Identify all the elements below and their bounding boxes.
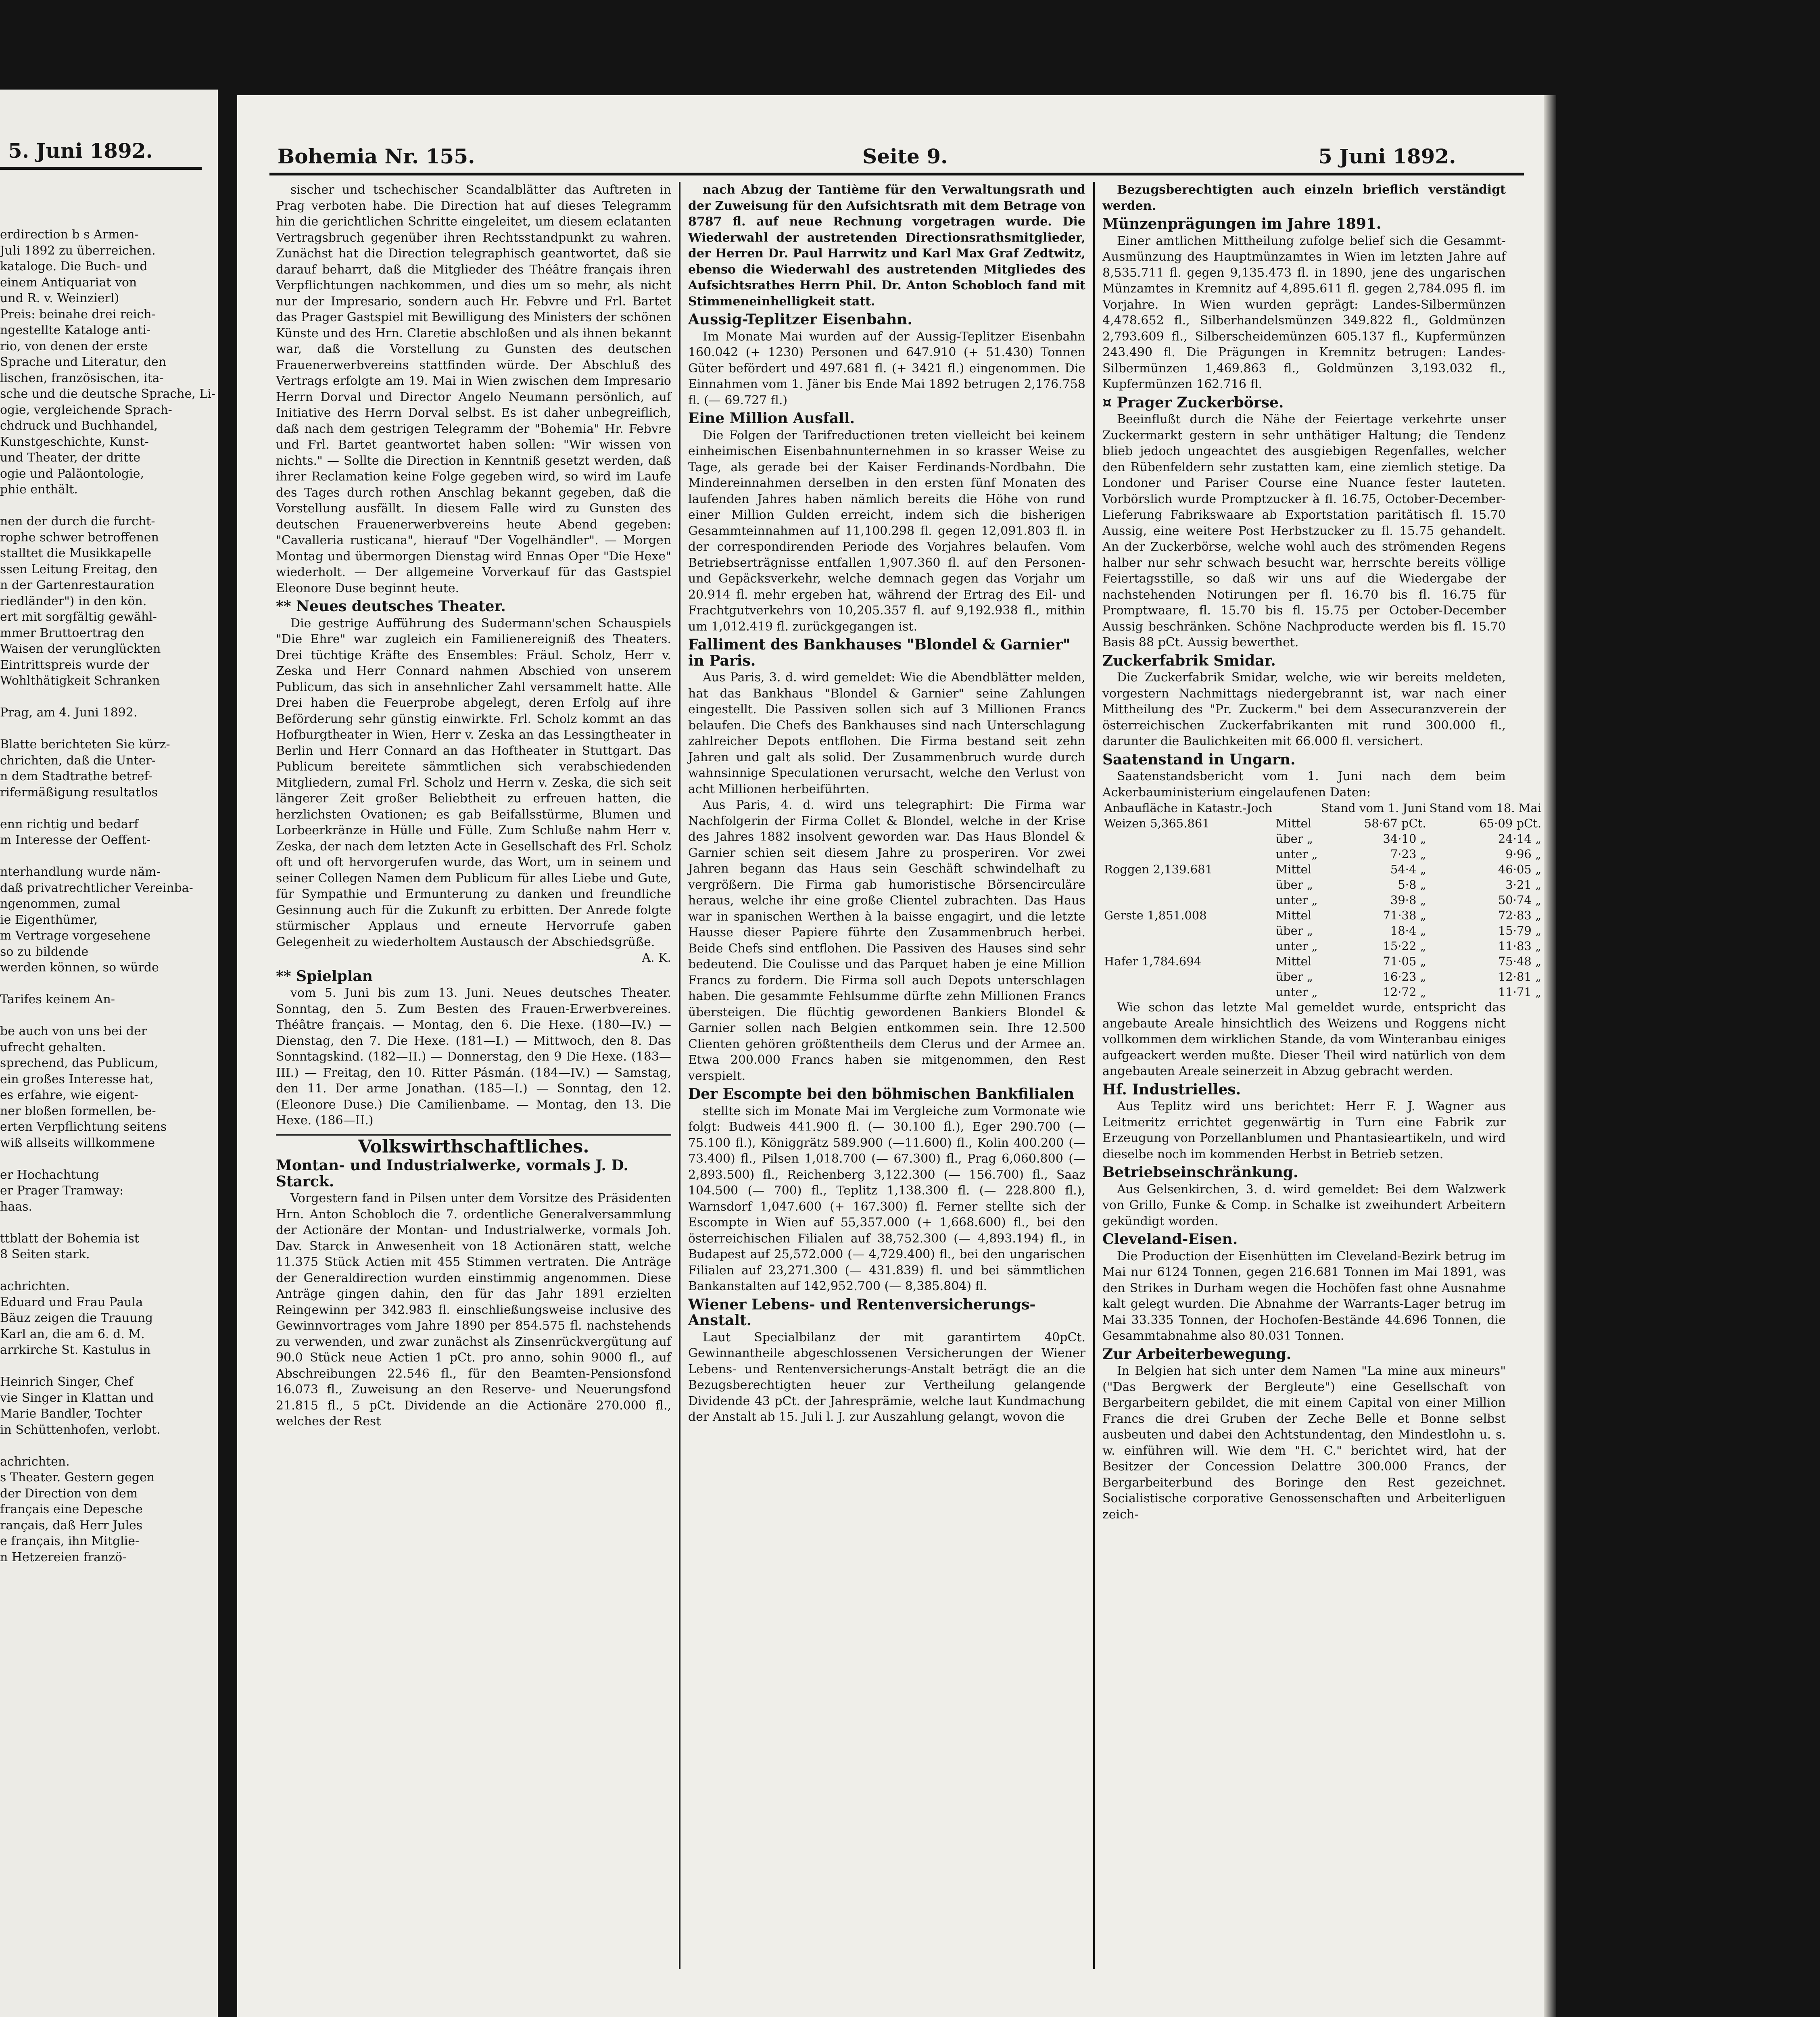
article-heading: Hf. Industrielles. xyxy=(1102,1081,1241,1098)
table-row xyxy=(1102,969,1543,984)
table-cell: 65·09 pCt. xyxy=(1479,816,1542,830)
header-rule xyxy=(269,173,1524,175)
article-heading: Eine Million Ausfall. xyxy=(688,410,855,427)
text-line: er Hochachtung xyxy=(0,1167,99,1182)
text-line: rio, von denen der erste xyxy=(0,339,148,353)
article-paragraph: Die Folgen der Tarifreductionen treten vielleicht bei keinem einheimischen Eisenbahnunternehmen in so krasser Weise zu Tage, als gerade bei der Kaiser Ferdinands-Nordbahn. Die Mindereinnahmen derselben in den ersten fünf Monaten des laufenden Jahres haben nämlich bereits die Höhe von rund einer Million Gulden erreicht, indem sich die bisherigen Gesammteinnahmen auf 11,100.298 fl. gegen 12,091.803 fl. in der correspondirenden Periode des Vorjahres belaufen. Vom Betriebserträgnisse entfallen 1,907.360 fl. auf den Personen- und Gepäcksverkehr, welche demnach gegen das Vorjahr um 20.914 fl. mehr ergeben hat, während der Ertrag des Eil- und Frachtgutverkehrs von 10,205.357 fl. auf 9,192.938 fl., mithin um 1,012.419 fl. zurückgegangen ist. xyxy=(688,428,1085,634)
article-heading: Wiener Lebens- und Rentenversicherungs-Anstalt. xyxy=(688,1296,1036,1329)
text-line: stalltet die Musikkapelle xyxy=(0,546,152,560)
text-line: Karl an, die am 6. d. M. xyxy=(0,1327,145,1341)
page-edge-shadow xyxy=(1544,95,1556,2017)
text-line: daß privatrechtlicher Vereinba- xyxy=(0,881,193,895)
text-line: Eduard und Frau Paula xyxy=(0,1295,143,1309)
text-line: phie enthält. xyxy=(0,482,78,497)
table-row xyxy=(1102,908,1543,923)
text-line: arrkirche St. Kastulus in xyxy=(0,1343,151,1357)
text-line xyxy=(0,689,198,705)
crop-status-table xyxy=(1102,800,1543,1000)
section-title: Volkswirthschaftliches. xyxy=(276,1134,671,1155)
text-line: ert mit sorgfältig gewähl- xyxy=(0,610,157,624)
text-line: rifermäßigung resultatlos xyxy=(0,785,158,800)
article-paragraph: Die Production der Eisenhütten im Cleveland-Bezirk betrug im Mai nur 6124 Tonnen, gegen 216.681 Tonnen im Mai 1891, was den Strikes in Durham wegen die Hochöfen fast ohne Ausnahme kalt gelegt wurden. Die Abnahme der Warrants-Lager betrug im Mai 33.335 Tonnen, der Hochofen-Bestände 44.696 Tonnen, die Gesammtabnahme also 80.031 Tonnen. xyxy=(1102,1249,1506,1343)
table-cell: unter „ xyxy=(1275,893,1318,907)
text-line: ngestellte Kataloge anti- xyxy=(0,323,151,337)
table-cell: über „ xyxy=(1275,878,1313,892)
article-paragraph: Beeinflußt durch die Nähe der Feiertage verkehrte unser Zuckermarkt gestern in sehr unthätiger Haltung; die Tendenz blieb jedoch ungeachtet des ausgiebigen Regenfalles, welcher den Rübenfeldern sehr zustatten kam, eine ziemlich stetige. Da Londoner und Pariser Course eine Nuance fester lauteten. Vorbörslich wurde Promptzucker à fl. 16.75, October-December-Lieferung Fabrikswaare ab Exportstation paritätisch fl. 15.70 Aussig, eine weitere Post Herbstzucker zu fl. 15.75 gehandelt. An der Zuckerbörse, welche wohl auch des strömenden Regens halber nur sehr schwach besucht war, herrschte bereits völlige Feiertagsstille, so daß wir uns auf die Wiedergabe der nachstehenden Notirungen per fl. 16.70 bis fl. 16.75 für Promptwaare, fl. 15.70 bis fl. 15.75 per October-December Aussig beschränken. Schöne Nachproducte werden bis fl. 15.70 Basis 88 pCt. Aussig bewerthet. xyxy=(1102,412,1506,649)
article-paragraph: Die gestrige Aufführung des Sudermann'schen Schauspiels "Die Ehre" war zugleich ein Familienereigniß des Theaters. Drei tüchtige Kräfte des Ensembles: Fräul. Scholz, Herr v. Zeska und Herr Connard nahmen Abschied von unserem Publicum, das sich in ansehnlicher Zahl versammelt hatte. Alle Drei haben die Feuerprobe abgelegt, deren Erfolg auf ihre Beförderung sehr günstig einwirkte. Frl. Scholz kommt an das Hofburgtheater in Wien, Herr v. Zeska an das Lessingtheater in Berlin und Herr Connard an das Hoftheater in Stuttgart. Das Publicum bereitete sämmtlichen sich verabschiedenden Mitgliedern, zumal Frl. Scholz und Herrn v. Zeska, die sich seit längerer Zeit großer Beliebtheit zu erfreuen hatten, die herzlichsten Ovationen; es gab Beifallsstürme, Blumen und Lorbeerkränze in Hülle und Fülle. Zum Schluße nahm Herr v. Zeska, der nach dem letzten Acte in Gesellschaft des Frl. Scholz oft und oft hervorgerufen wurde, das Wort, um in seinem und seiner Collegen Namen dem Publicum für alles Liebe und Gute, für Sympathie und Ermunterung zu danken und freundliche Gesinnung auch für die Zukunft zu erbitten. Der Anrede folgte stürmischer Applaus und erneute Hervorrufe gaben Gelegenheit zu wiederholtem Austausch der Abschiedsgrüße. xyxy=(276,616,671,949)
table-cell: Mittel xyxy=(1275,908,1312,922)
table-cell: 15·22 „ xyxy=(1383,939,1426,953)
table-cell: 58·67 pCt. xyxy=(1364,816,1426,830)
text-line: Waisen der verunglückten xyxy=(0,642,161,656)
table-row xyxy=(1102,877,1543,892)
article-heading: Betriebseinschränkung. xyxy=(1102,1164,1298,1181)
article-heading: ** Spielplan xyxy=(276,967,373,985)
table-cell xyxy=(1102,877,1274,892)
table-cell: 34·10 „ xyxy=(1383,832,1426,846)
text-line: 8 Seiten stark. xyxy=(0,1247,90,1261)
table-cell: 71·05 „ xyxy=(1383,954,1426,968)
text-line: achrichten. xyxy=(0,1279,70,1293)
column-3 xyxy=(1102,182,1542,1969)
author-signature: A. K. xyxy=(642,951,671,965)
text-line: wiß allseits willkommene xyxy=(0,1136,155,1150)
column-1 xyxy=(276,182,671,1969)
article-paragraph: nach Abzug der Tantième für den Verwaltungsrath und der Zuweisung für den Aufsichtsrath mit dem Betrage von 8787 fl. auf neue Rechnung vorgetragen wurde. Die Wiederwahl der austretenden Directionsrathsmitglieder, der Herren Dr. Paul Harrwitz und Karl Max Graf Zedtwitz, ebenso die Wiederwahl des austretenden Mitgliedes des Aufsichtsrathes Herrn Phil. Dr. Anton Schobloch fand mit Stimmeneinhelligkeit statt. xyxy=(688,183,1085,309)
article-paragraph: Aus Gelsenkirchen, 3. d. wird gemeldet: Bei dem Walzwerk von Grillo, Funke & Comp. in Schalke ist zweihundert Arbeitern gekündigt worden. xyxy=(1102,1182,1506,1228)
article-heading: ¤ Prager Zuckerbörse. xyxy=(1102,394,1284,411)
text-line: Heinrich Singer, Chef xyxy=(0,1375,134,1389)
left-page-date: 5. Juni 1892. xyxy=(8,139,153,163)
article-paragraph: Laut Specialbilanz der mit garantirtem 40pCt. Gewinnantheile abgeschlossenen Versicherungen der Wiener Lebens- und Rentenversicherungs-Anstalt beträgt die an die Bezugsberechtigten heuer zur Vertheilung gelangende Dividende 43 pCt. der Jahresprämie, welche laut Kundmachung der Anstalt ab 15. Juli l. J. zur Auszahlung gelangt, wovon die xyxy=(688,1330,1085,1424)
text-line: erdirection b s Armen- xyxy=(0,228,139,242)
text-line: Prag, am 4. Juni 1892. xyxy=(0,706,138,720)
text-line: rophe schwer betroffenen xyxy=(0,530,159,545)
left-header-rule xyxy=(0,167,202,170)
article-heading: Aussig-Teplitzer Eisenbahn. xyxy=(688,311,912,328)
text-line xyxy=(0,721,198,737)
table-cell: über „ xyxy=(1275,970,1313,983)
table-cell: 24·14 „ xyxy=(1498,832,1542,846)
text-line: riedländer") in den kön. xyxy=(0,594,147,608)
text-line: be auch von uns bei der xyxy=(0,1024,147,1038)
table-row xyxy=(1102,862,1543,877)
newspaper-page xyxy=(237,95,1544,2017)
left-page-fragment xyxy=(0,90,218,2017)
text-line: n Hetzereien franzö- xyxy=(0,1550,127,1564)
table-cell xyxy=(1102,892,1274,908)
text-line: chdruck und Buchhandel, xyxy=(0,419,158,433)
table-cell: 39·8 „ xyxy=(1390,893,1426,907)
article-heading: Montan- und Industrialwerke, vormals J. D. Starck. xyxy=(276,1157,628,1190)
text-line: und Theater, der dritte xyxy=(0,451,141,465)
text-line: ngenommen, zumal xyxy=(0,897,120,911)
article-heading: Zur Arbeiterbewegung. xyxy=(1102,1345,1292,1363)
table-cell xyxy=(1102,923,1274,938)
table-cell: 12·72 „ xyxy=(1383,985,1426,999)
table-cell: 50·74 „ xyxy=(1498,893,1542,907)
text-line: Tarifes keinem An- xyxy=(0,992,115,1006)
text-line: e français, ihn Mitglie- xyxy=(0,1534,140,1548)
article-paragraph: Wie schon das letzte Mal gemeldet wurde, entspricht das angebaute Areale hinsichtlich des Weizens und Roggens nicht vollkommen dem wirklichen Stande, da vom Winteranbau einiges aufgeackert werden mußte. Dieser Theil wird natürlich von dem angebauten Areale seinerzeit in Abzug gebracht werden. xyxy=(1102,1000,1506,1078)
text-line: Blatte berichteten Sie kürz- xyxy=(0,737,170,752)
paper-issue: Bohemia Nr. 155. xyxy=(278,144,475,168)
text-line: Sprache und Literatur, den xyxy=(0,355,167,369)
text-line: er Prager Tramway: xyxy=(0,1184,124,1198)
table-cell: 7·23 „ xyxy=(1390,847,1426,861)
text-line xyxy=(0,800,198,816)
table-header xyxy=(1274,800,1319,816)
table-cell: über „ xyxy=(1275,924,1313,938)
article-heading: Der Escompte bei den böhmischen Bankfilialen xyxy=(688,1086,1075,1102)
table-cell: 18·4 „ xyxy=(1390,924,1426,938)
article-heading: Falliment des Bankhauses "Blondel & Garnier" in Paris. xyxy=(688,636,1071,669)
table-row xyxy=(1102,892,1543,908)
article-heading: Saatenstand in Ungarn. xyxy=(1102,751,1296,768)
table-cell: Gerste 1,851.008 xyxy=(1104,908,1207,922)
text-line: ufrecht gehalten. xyxy=(0,1040,106,1054)
article-paragraph: Einer amtlichen Mittheilung zufolge belief sich die Gesammt-Ausmünzung des Hauptmünzamtes in Wien im letzten Jahre auf 8,535.711 fl. gegen 9,135.473 fl. in 1890, jene des ungarischen Münzamtes in Kremnitz auf 4,895.611 fl. gegen 2,784.095 fl. im Vorjahre. In Wien wurden geprägt: Landes-Silbermünzen 4,478.652 fl., Silberhandelsmünzen 349.822 fl., Goldmünzen 2,793.609 fl., Silberscheidemünzen 605.137 fl., Kupfermünzen 243.490 fl. Die Prägungen in Kremnitz betrugen: Landes-Silbermünzen 1,469.863 fl., Goldmünzen 3,193.032 fl., Kupfermünzen 162.716 fl. xyxy=(1102,234,1506,391)
text-line xyxy=(0,1151,198,1167)
text-line: enn richtig und bedarf xyxy=(0,817,139,831)
article-paragraph: Aus Paris, 4. d. wird uns telegraphirt: Die Firma war Nachfolgerin der Firma Collet & Blondel, welche in der Krise des Jahres 1882 insolvent geworden war. Das Haus Blondel & Garnier schien seit diesem Jahre zu prosperiren. Vor zwei Jahren begann das Haus sein Geschäft schwindelhaft zu vergrößern. Die Firma gab humoristische Börsencirculäre heraus, welche ihr eine große Clientel zubrachten. Das Haus war in spanischen Werthen à la baisse engagirt, und die letzte Hausse dieser Papiere führte den Zusammenbruch herbei. Beide Chefs sind entflohen. Die Passiven des Hauses sind sehr bedeutend. Die Coulisse und das Parquet haben je eine Million Francs zu fordern. Die Firma soll auch Depots unterschlagen haben. Die gesammte Fehlsumme dürfte zehn Millionen Francs übersteigen. Die flüchtig gewordenen Bankiers Blondel & Garnier sollen nach Belgien entkommen sein. Ihre 12.500 Clienten gehören größtentheils dem Clerus und der Armee an. Etwa 200.000 Francs haben sie mitgenommen, den Rest verspielt. xyxy=(688,798,1085,1083)
article-paragraph: Aus Teplitz wird uns berichtet: Herr F. J. Wagner aus Leitmeritz errichtet gegenwärtig in Turn eine Fabrik zur Erzeugung von Porzellanblumen und Phantasieartikeln, und wird dieselbe noch im kommenden Herbst in Betrieb setzen. xyxy=(1102,1099,1506,1161)
table-row xyxy=(1102,954,1543,969)
text-line: chrichten, daß die Unter- xyxy=(0,753,156,768)
text-line xyxy=(0,1358,198,1374)
text-line: m Interesse der Oeffent- xyxy=(0,833,150,847)
text-line: ttblatt der Bohemia ist xyxy=(0,1231,139,1246)
table-cell xyxy=(1102,938,1274,954)
article-paragraph: sischer und tschechischer Scandalblätter das Auftreten in Prag verboten habe. Die Direction hat auf dieses Telegramm hin die gerichtlichen Schritte eingeleitet, um diesem eclatanten Vertragsbruch gegenüber ihren Rechtsstandpunkt zu wahren. Zunächst hat die Direction telegraphisch geantwortet, daß sie darauf beharrt, daß die Mitglieder des Théâtre français ihren Verpflichtungen nachkommen, und dies um so mehr, als nicht nur der Impresario, sondern auch Hr. Febvre und Frl. Bartet das Prager Gastspiel mit Bewilligung des Ministers der schönen Künste und des Hrn. Claretie abschloßen und als ihnen bekannt war, daß die Vorstellung zu Gunsten des deutschen Frauenerwerbvereins stattfinden würde. Der Abschluß des Vertrags erfolgte am 19. Mai in Wien zwischen dem Impresario Herrn Dorval und Director Angelo Neumann persönlich, auf Initiative des Herrn Dorval selbst. Es ist daher unbegreiflich, daß nach dem gestrigen Telegramm der "Bohemia" Hr. Febvre und Frl. Bartet geantwortet haben sollen: "Wir wissen von nichts." — Sollte die Direction in Kenntniß gesetzt werden, daß ihrer Reclamation keine Folge gegeben wird, so wird im Laufe des Tages durch rothen Anschlag bekannt gegeben, daß die Vorstellung ausfällt. In diesem Falle wird zu Gunsten des deutschen Frauenerwerbvereins heute Abend gegeben: "Cavalleria rusticana", hierauf "Der Vogelhändler". — Morgen Montag und übermorgen Dienstag wird Ennas Oper "Die Hexe" wiederholt. — Der allgemeine Vorverkauf für das Gastspiel Eleonore Duse beginnt heute. xyxy=(276,183,671,595)
text-line: es erfahre, wie eigent- xyxy=(0,1088,138,1102)
article-paragraph: Im Monate Mai wurden auf der Aussig-Teplitzer Eisenbahn 160.042 (+ 1230) Personen und 647.910 (+ 51.430) Tonnen Güter befördert und 497.681 fl. (+ 3421 fl.) eingenommen. Die Einnahmen vom 1. Jäner bis Ende Mai 1892 betrugen 2,176.758 fl. (— 69.727 fl.) xyxy=(688,329,1085,407)
text-line: Eintrittspreis wurde der xyxy=(0,658,149,672)
text-line: mmer Bruttoertrag den xyxy=(0,626,144,640)
issue-date: 5 Juni 1892. xyxy=(1318,144,1456,168)
text-line: so zu bildende xyxy=(0,944,89,959)
table-cell: 12·81 „ xyxy=(1498,970,1542,983)
table-cell: 11·71 „ xyxy=(1498,985,1542,999)
text-line: n dem Stadtrathe betref- xyxy=(0,769,152,783)
text-line: kataloge. Die Buch- und xyxy=(0,259,148,274)
text-line: vie Singer in Klattan und xyxy=(0,1391,154,1405)
table-cell: unter „ xyxy=(1275,847,1318,861)
text-line xyxy=(0,976,198,992)
table-cell: unter „ xyxy=(1275,939,1318,953)
article-paragraph: Aus Paris, 3. d. wird gemeldet: Wie die Abendblätter melden, hat das Bankhaus "Blondel & Garnier" seine Zahlungen eingestellt. Die Passiven sollen sich auf 3 Millionen Francs belaufen. Die Chefs des Bankhauses sind nach Unterschlagung zahlreicher Depots entflohen. Die Firma bestand seit zehn Jahren und galt als solid. Der Zusammenbruch wurde durch wahnsinnige Speculationen verursacht, welche den Verlust von acht Millionen herbeiführten. xyxy=(688,670,1085,796)
table-cell: 75·48 „ xyxy=(1498,954,1542,968)
article-paragraph: vom 5. Juni bis zum 13. Juni. Neues deutsches Theater. Sonntag, den 5. Zum Besten des Frauen-Erwerbvereines. Théâtre français. — Montag, den 6. Die Hexe. (180—IV.) — Dienstag, den 7. Die Hexe. (181—I.) — Mittwoch, den 8. Das Sonntagskind. (182—II.) — Donnerstag, den 9 Die Hexe. (183—III.) — Freitag, den 10. Ritter Pásmán. (184—IV.) — Samstag, den 11. Der arme Jonathan. (185—I.) — Sonntag, den 12. (Eleonore Duse.) Die Camilienbame. — Montag, den 13. Die Hexe. (186—II.) xyxy=(276,986,671,1128)
table-cell: 71·38 „ xyxy=(1383,908,1426,922)
text-line xyxy=(0,848,198,864)
article-paragraph: Die Zuckerfabrik Smidar, welche, wie wir bereits meldeten, vorgestern Nachmittags niedergebrannt ist, war nach einer Mittheilung des "Pr. Zuckerm." bei dem Assecuranzverein der österreichischen Zuckerfabrikanten mit rund 300.000 fl., darunter die Baulichkeiten mit 66.000 fl. versichert. xyxy=(1102,670,1506,748)
text-line: haas. xyxy=(0,1199,33,1214)
text-line: der Direction von dem xyxy=(0,1486,138,1501)
text-line: Juli 1892 zu überreichen. xyxy=(0,243,156,258)
table-cell xyxy=(1102,831,1274,846)
text-line: ein großes Interesse hat, xyxy=(0,1072,154,1086)
table-cell: über „ xyxy=(1275,832,1313,846)
text-line: sche und die deutsche Sprache, Li- xyxy=(0,387,216,401)
text-line: ie Eigenthümer, xyxy=(0,912,98,927)
text-line: rançais, daß Herr Jules xyxy=(0,1518,143,1533)
column-divider xyxy=(1093,182,1095,1969)
text-line: Bäuz zeigen die Trauung xyxy=(0,1311,153,1325)
table-cell: 72·83 „ xyxy=(1498,908,1542,922)
text-line: erten Verpflichtung seitens xyxy=(0,1120,167,1134)
table-cell: 46·05 „ xyxy=(1498,862,1542,876)
table-row xyxy=(1102,846,1543,862)
text-line: ogie, vergleichende Sprach- xyxy=(0,403,172,417)
text-line: Preis: beinahe drei reich- xyxy=(0,307,156,322)
table-row xyxy=(1102,816,1543,831)
article-paragraph: Vorgestern fand in Pilsen unter dem Vorsitze des Präsidenten Hrn. Anton Schobloch die 7. ordentliche Generalversammlung der Actionäre der Montan- und Industrialwerke, vormals Joh. Dav. Starck in Anwesenheit von 18 Actionären statt, welche 11.375 Stück Actien mit 455 Stimmen vertraten. Die Anträge der Generaldirection wurden einstimmig angenommen. Diese Anträge gingen dahin, den für das Jahr 1891 erzielten Reingewinn per 342.983 fl. einschließungsweise inclusive des Gewinnvortrages vom Jahre 1890 per 854.575 fl. nachstehends zu verwenden, und zwar zunächst als Zinsenrückvergütung auf 90.0 Stück neue Actien 1 pCt. pro anno, sohin 9000 fl., auf Abschreibungen 22.546 fl., für den Beamten-Pensionsfond 16.073 fl., Zuweisung an den Reserve- und Neuerungsfond 21.815 fl., 5 pCt. Dividende an die Actionäre 270.000 fl., welches der Rest xyxy=(276,1191,671,1428)
text-line: ssen Leitung Freitag, den xyxy=(0,562,158,576)
text-line: Kunstgeschichte, Kunst- xyxy=(0,434,149,449)
table-cell: Mittel xyxy=(1275,862,1312,876)
table-cell: 54·4 „ xyxy=(1390,862,1426,876)
table-cell xyxy=(1102,969,1274,984)
text-line xyxy=(0,1438,198,1454)
text-line: werden können, so würde xyxy=(0,960,159,975)
table-row xyxy=(1102,938,1543,954)
text-line: ner bloßen formellen, be- xyxy=(0,1104,156,1118)
article-heading: Zuckerfabrik Smidar. xyxy=(1102,652,1276,669)
table-header: Anbaufläche in Katastr.-Joch xyxy=(1104,801,1273,815)
table-row xyxy=(1102,831,1543,846)
text-line: n der Gartenrestauration xyxy=(0,578,155,592)
text-line xyxy=(0,1263,198,1279)
text-line: Wohlthätigkeit Schranken xyxy=(0,674,160,688)
text-line: sprechend, das Publicum, xyxy=(0,1056,159,1070)
text-line: ogie und Paläontologie, xyxy=(0,466,144,481)
table-cell: 16·23 „ xyxy=(1383,970,1426,983)
table-row xyxy=(1102,984,1543,1000)
table-cell: Weizen 5,365.861 xyxy=(1104,816,1210,830)
text-line: s Theater. Gestern gegen xyxy=(0,1470,155,1485)
text-line xyxy=(0,498,198,514)
article-heading: Cleveland-Eisen. xyxy=(1102,1231,1238,1248)
text-line: Marie Bandler, Tochter xyxy=(0,1407,142,1421)
text-line: nen der durch die furcht- xyxy=(0,514,155,528)
text-line: lischen, französischen, ita- xyxy=(0,371,164,385)
table-cell: Mittel xyxy=(1275,816,1312,830)
page-number: Seite 9. xyxy=(862,144,948,168)
article-paragraph: Bezugsberechtigten auch einzeln brieflich verständigt werden. xyxy=(1102,183,1506,213)
table-row xyxy=(1102,923,1543,938)
text-line: nterhandlung wurde näm- xyxy=(0,865,161,879)
text-line: achrichten. xyxy=(0,1454,70,1469)
table-cell: 3·21 „ xyxy=(1505,878,1542,892)
column-2 xyxy=(688,182,1085,1969)
text-line: français eine Depesche xyxy=(0,1502,143,1516)
table-cell: 9·96 „ xyxy=(1505,847,1542,861)
article-heading: Münzenprägungen im Jahre 1891. xyxy=(1102,215,1382,232)
text-line: und R. v. Weinzierl) xyxy=(0,291,119,305)
table-cell: 5·8 „ xyxy=(1398,878,1426,892)
table-cell: 11·83 „ xyxy=(1498,939,1542,953)
text-line: in Schüttenhofen, verlobt. xyxy=(0,1422,161,1437)
article-paragraph: In Belgien hat sich unter dem Namen "La mine aux mineurs" ("Das Bergwerk der Bergleute") eine Gesellschaft von Bergarbeitern gebildet, die mit einem Capital von einer Million Francs die drei Gruben der Zeche Belle et Bonne selbst ausbeuten und dabei den Achtstundentag, den Mindestlohn u. s. w. einführen will. Wie dem "H. C." berichtet wird, hat der Besitzer der Concession Delattre 300.000 Francs, der Bergarbeiterbund des Boringe den Rest gezeichnet. Socialistische corporative Genossenschaften und Arbeiterliguen zeich- xyxy=(1102,1364,1506,1522)
table-header: Stand vom 1. Juni xyxy=(1321,801,1426,815)
table-cell: unter „ xyxy=(1275,985,1318,999)
text-line xyxy=(0,1008,198,1024)
article-paragraph: stellte sich im Monate Mai im Vergleiche zum Vormonate wie folgt: Budweis 441.900 fl. (— 30.100 fl.), Eger 290.700 (— 75.100 fl.), Königgrätz 589.900 (—11.600) fl., Kolin 400.200 (—73.400) fl., Pilsen 1,018.700 (— 67.300) fl., Prag 6,060.800 (— 2,893.500) fl., Reichenberg 3,122.300 (— 156.700) fl., Saaz 104.500 (— 700) fl., Teplitz 1,138.300 fl. (— 228.800 fl.), Warnsdorf 1,047.600 (+ 167.300) fl. Ferner stellte sich der Escompte in Wien auf 55,357.000 (+ 1,668.600) fl., bei den österreichischen Filialen auf 38,752.300 (— 4,893.194) fl., in Budapest auf 25,572.000 (— 4,729.400) fl., bei den ungarischen Filialen auf 23,271.300 (— 431.839) fl. und bei sämmtlichen Bankanstalten auf 142,952.700 (— 8,385.804) fl. xyxy=(688,1104,1085,1293)
column-divider xyxy=(679,182,680,1969)
text-line: m Vertrage vorgesehene xyxy=(0,929,151,943)
table-cell: 15·79 „ xyxy=(1498,924,1542,938)
left-page-text xyxy=(0,227,216,2014)
table-cell xyxy=(1102,984,1274,1000)
text-line: einem Antiquariat von xyxy=(0,275,137,290)
table-cell: Hafer 1,784.694 xyxy=(1104,954,1202,968)
table-cell: Mittel xyxy=(1275,954,1312,968)
article-paragraph: Saatenstandsbericht vom 1. Juni nach dem beim Ackerbauministerium eingelaufenen Daten: xyxy=(1102,769,1506,800)
article-heading: ** Neues deutsches Theater. xyxy=(276,598,506,615)
table-cell xyxy=(1102,846,1274,862)
table-cell: Roggen 2,139.681 xyxy=(1104,862,1213,876)
table-header: Stand vom 18. Mai xyxy=(1429,801,1542,815)
text-line xyxy=(0,1215,198,1231)
